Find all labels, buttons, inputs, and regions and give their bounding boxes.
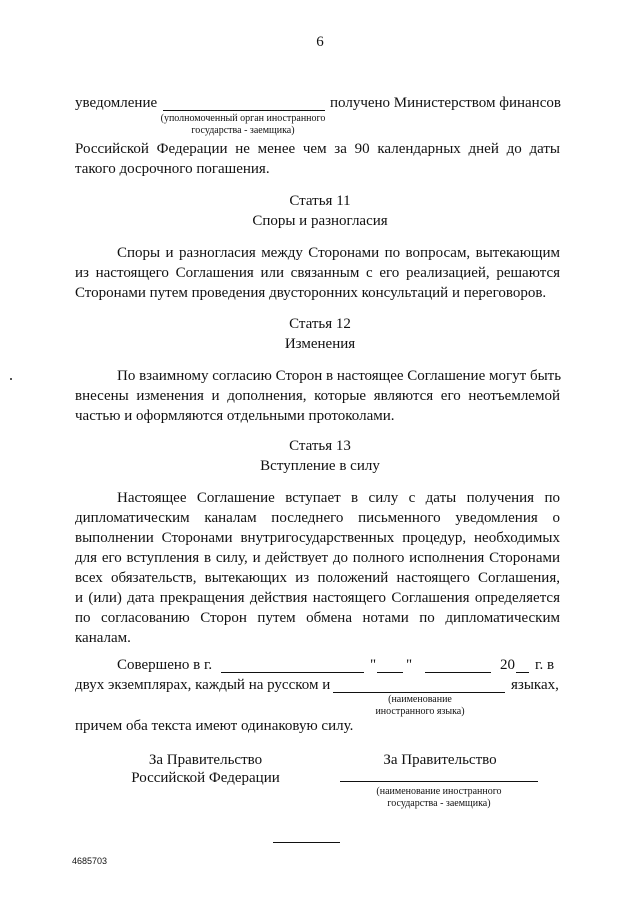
- closing-day-blank: [377, 672, 403, 673]
- article12-number: Статья 12: [289, 316, 351, 332]
- closing-equal-text: причем оба текста имеют одинаковую силу.: [75, 718, 354, 734]
- article11-line2: из настоящего Соглашения или связанным с его реализацией, решаются: [75, 265, 560, 281]
- intro-word2: получено Министерством финансов: [330, 95, 561, 111]
- intro-line3: такого досрочного погашения.: [75, 161, 270, 177]
- closing-language-blank: [333, 692, 505, 693]
- closing-lang-note1: (наименование: [388, 694, 452, 705]
- article13-line1: Настоящее Соглашение вступает в силу с даты получения по: [117, 490, 560, 506]
- document-number: 4685703: [72, 856, 108, 866]
- article11-line1: Споры и разногласия между Сторонами по вопросам, вытекающим: [117, 245, 560, 261]
- signature-right-note2: государства - заемщика): [387, 798, 491, 809]
- closing-month-blank: [425, 672, 491, 673]
- closing-lang-note2: иностранного языка): [375, 706, 465, 717]
- article13-line2: дипломатическим каналам последнего письменного уведомления о: [75, 510, 560, 526]
- intro-line2: Российской Федерации не менее чем за 90 календарных дней до даты: [75, 141, 560, 157]
- closing-quote-open: ": [370, 657, 377, 673]
- signature-right-line1: За Правительство: [383, 752, 497, 768]
- article13-line7: по согласованию Сторон путем обмена нотами по дипломатическим: [75, 610, 560, 626]
- signature-right-note1: (наименование иностранного: [376, 786, 502, 797]
- article13-line6: и (или) дата прекращения действия настоящего Соглашения определяется: [75, 590, 560, 606]
- article11-title: Споры и разногласия: [252, 213, 388, 229]
- closing-languages-text: языках,: [511, 677, 559, 693]
- closing-copies-text: двух экземплярах, каждый на русском и: [75, 677, 331, 693]
- scan-speck: [10, 378, 12, 380]
- article13-line5: всех обязательств, вытекающих из положений настоящего Соглашения,: [75, 570, 560, 586]
- article12-line3: частью и оформляются отдельными протоколами.: [75, 408, 395, 424]
- intro-word1: уведомление: [75, 95, 158, 111]
- article13-title: Вступление в силу: [260, 458, 380, 474]
- end-rule: [273, 842, 340, 843]
- page-number: 6: [316, 34, 324, 50]
- signature-right-blank: [340, 781, 538, 782]
- closing-city-blank: [221, 672, 364, 673]
- article13-line3: выполнении Сторонами внутригосударственных процедур, необходимых: [75, 530, 560, 546]
- article12-line1: По взаимному согласию Сторон в настоящее Соглашение могут быть: [117, 368, 562, 384]
- article13-number: Статья 13: [289, 438, 351, 454]
- intro-blank-line: [163, 110, 325, 111]
- intro-note1: (уполномоченный орган иностранного: [160, 113, 326, 124]
- closing-year-blank: [516, 672, 529, 673]
- closing-year-prefix: 20: [500, 657, 515, 673]
- closing-year-suffix: г. в: [535, 657, 555, 673]
- closing-done-text: Совершено в г.: [117, 657, 213, 673]
- article12-line2: внесены изменения и дополнения, которые являются его неотъемлемой: [75, 388, 560, 404]
- signature-left-line2: Российской Федерации: [131, 770, 280, 786]
- closing-quote-close: ": [406, 657, 413, 673]
- signature-left-line1: За Правительство: [148, 752, 263, 768]
- article12-title: Изменения: [284, 336, 356, 352]
- intro-note2: государства - заемщика): [191, 125, 295, 136]
- article13-line8: каналам.: [75, 630, 131, 646]
- article11-number: Статья 11: [289, 193, 351, 209]
- article11-line3: Сторонами путем проведения двусторонних консультаций и переговоров.: [75, 285, 547, 301]
- article13-line4: для его вступления в силу, и действует до полного исполнения Сторонами: [75, 550, 560, 566]
